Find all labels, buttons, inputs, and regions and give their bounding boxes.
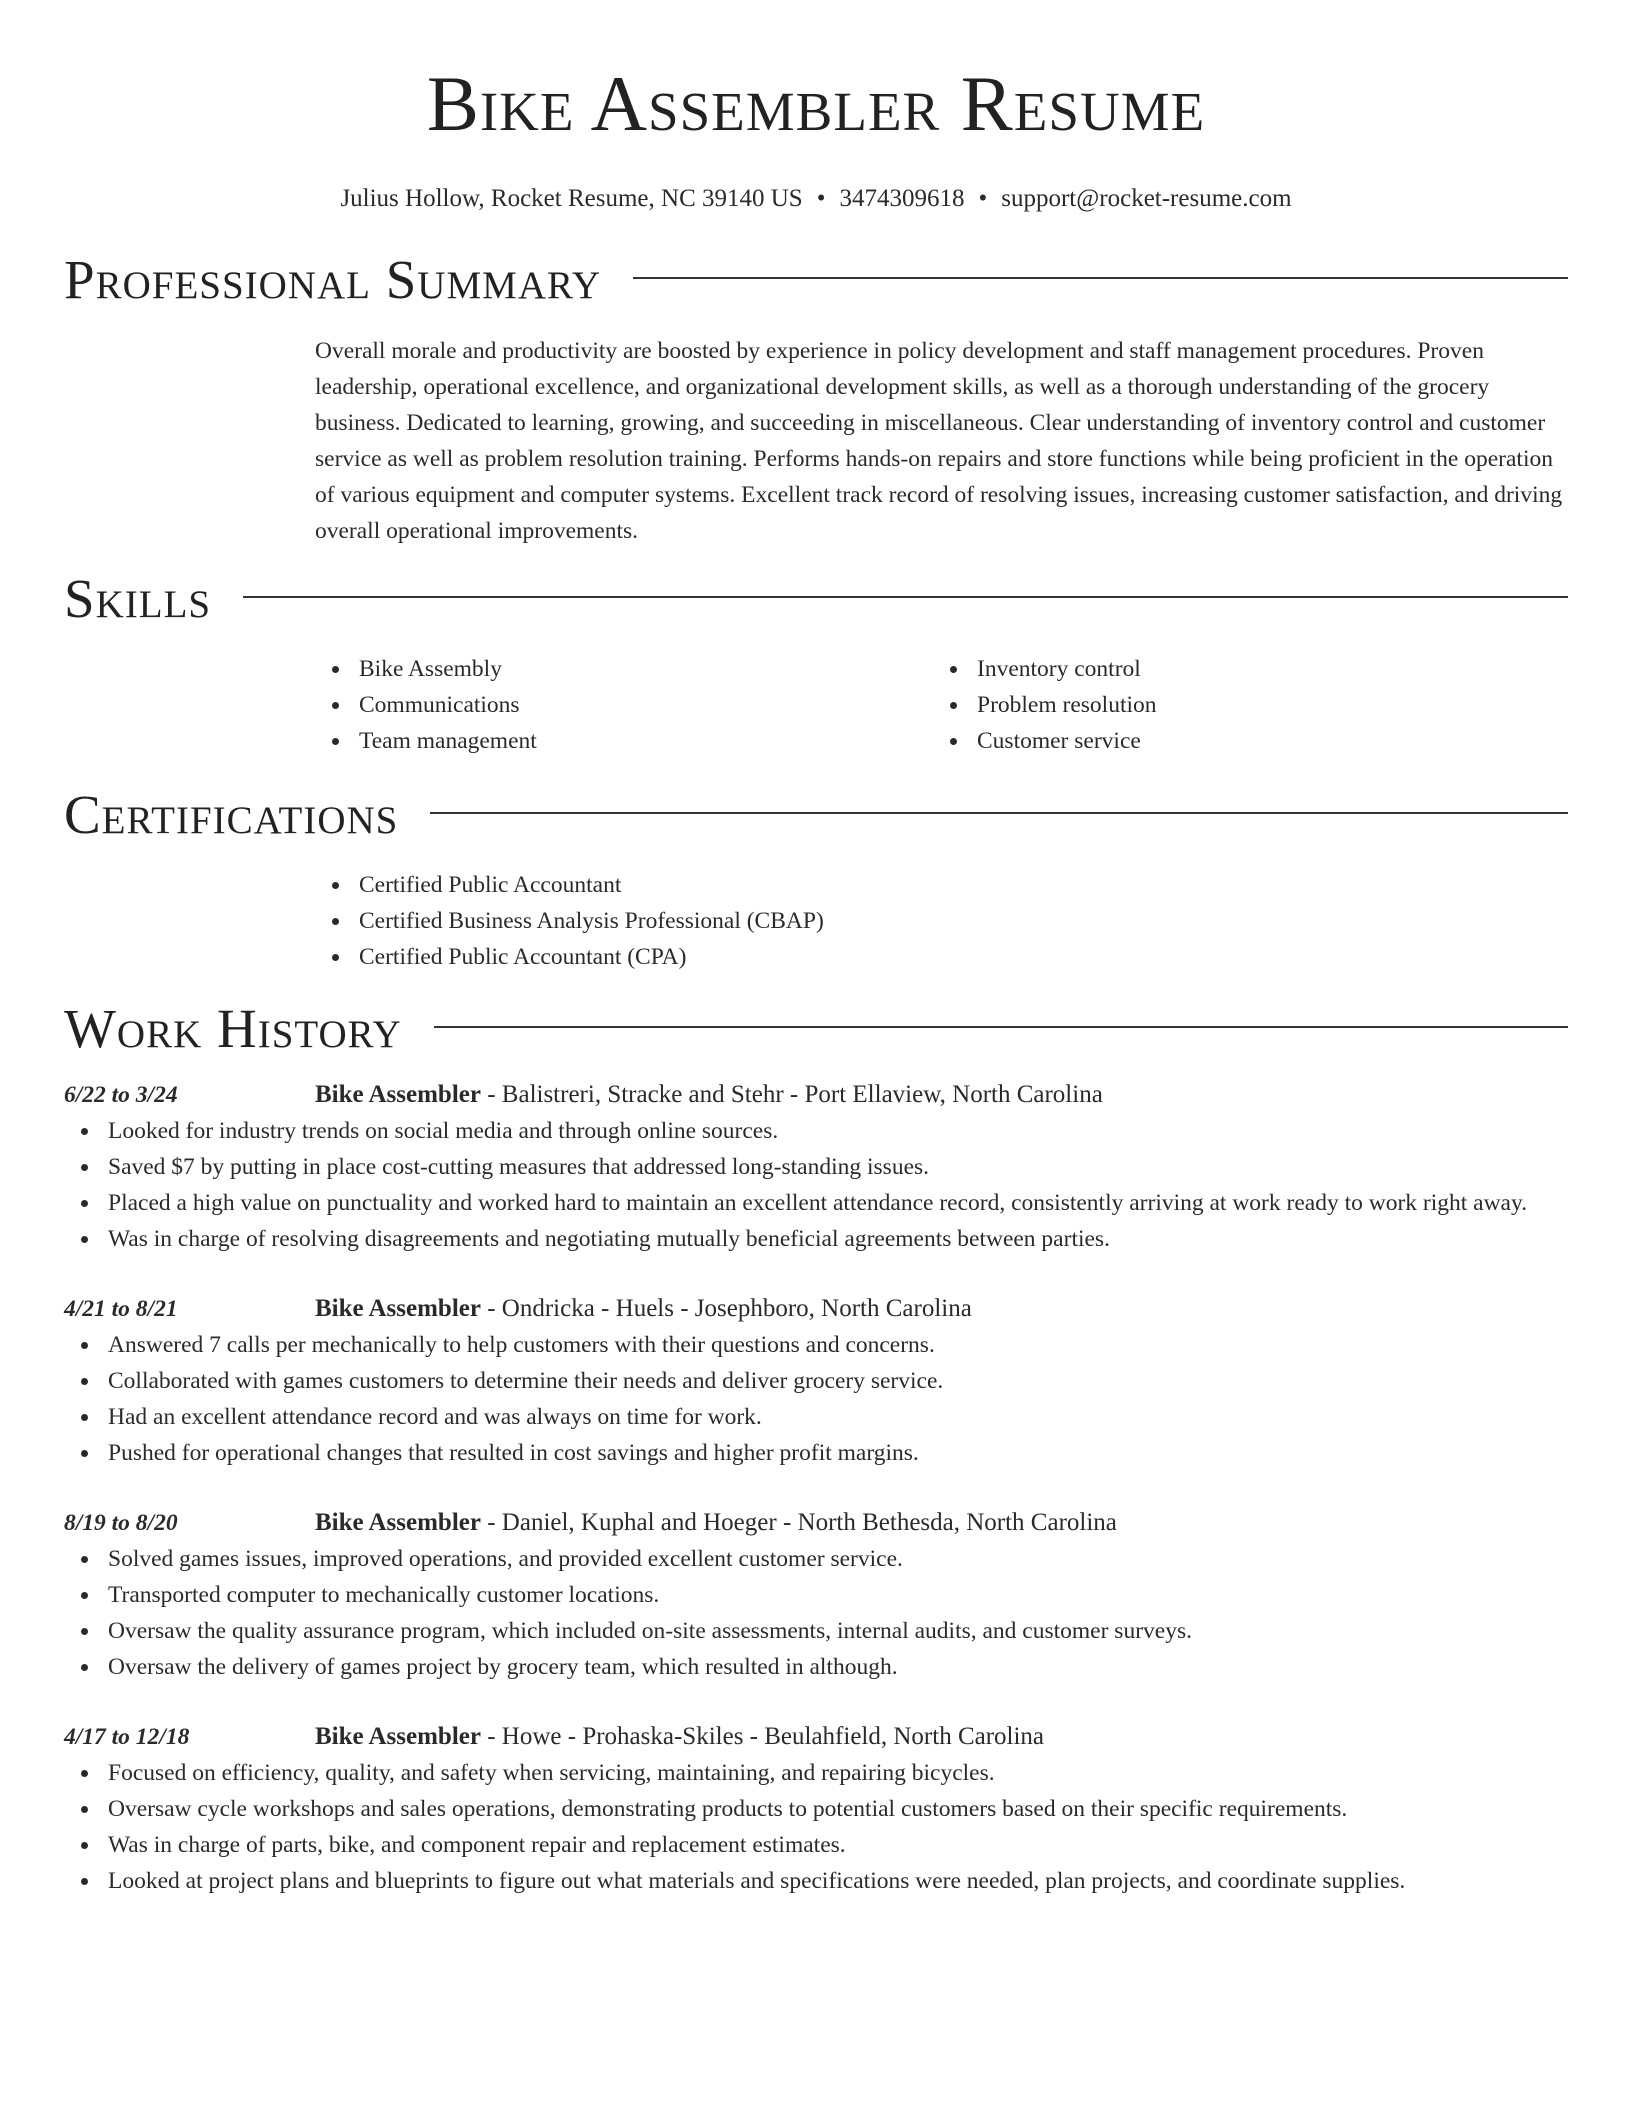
job-role: Bike Assembler [315, 1509, 481, 1536]
skills-column-left [315, 651, 933, 759]
work-history-header [64, 999, 1568, 1059]
skills-list-left [315, 651, 933, 759]
skill-item: Problem resolution [977, 687, 1551, 723]
job-duty: Focused on efficiency, quality, and safety when servicing, maintaining, and repairing bicycles. [108, 1755, 1568, 1791]
contact-email: support@rocket-resume.com [1001, 185, 1292, 212]
certifications-body [315, 867, 1568, 975]
job-heading [315, 1505, 1568, 1541]
skill-item: Customer service [977, 723, 1551, 759]
job-role: Bike Assembler [315, 1723, 481, 1750]
skills-grid [315, 651, 1568, 759]
job-duty: Oversaw the quality assurance program, which included on-site assessments, internal audits, and customer surveys. [108, 1613, 1568, 1649]
skill-item: Communications [359, 687, 933, 723]
job-duty: Transported computer to mechanically customer locations. [108, 1577, 1568, 1613]
certifications-section [64, 785, 1568, 975]
job-heading [315, 1719, 1568, 1755]
job-duty: Collaborated with games customers to determine their needs and deliver grocery service. [108, 1363, 1568, 1399]
resume-page [64, 0, 1568, 1899]
job-duty: Oversaw the delivery of games project by grocery team, which resulted in although. [108, 1649, 1568, 1685]
skills-header [64, 569, 1568, 629]
section-divider [430, 812, 1568, 814]
section-divider [434, 1026, 1568, 1028]
job-duties-list [64, 1327, 1568, 1471]
job-company-location: - Ondricka - Huels - Josephboro, North Carolina [480, 1295, 972, 1322]
contact-address: Julius Hollow, Rocket Resume, NC 39140 US [340, 185, 803, 212]
job-duty: Had an excellent attendance record and was always on time for work. [108, 1399, 1568, 1435]
contact-phone: 3474309618 [839, 185, 965, 212]
job-duty: Solved games issues, improved operations, and provided excellent customer service. [108, 1541, 1568, 1577]
job-duty: Placed a high value on punctuality and worked hard to maintain an excellent attendance record, consistently arriving at work ready to work right away. [108, 1185, 1568, 1221]
certification-item: Certified Business Analysis Professional (CBAP) [359, 903, 1568, 939]
job-role: Bike Assembler [315, 1295, 481, 1322]
work-history-section [64, 999, 1568, 1899]
job-duties-list [64, 1755, 1568, 1899]
section-divider [243, 596, 1568, 598]
contact-line [64, 184, 1568, 214]
section-divider [633, 277, 1568, 279]
job-duty: Was in charge of resolving disagreements and negotiating mutually beneficial agreements between parties. [108, 1221, 1568, 1257]
job-duty: Saved $7 by putting in place cost-cutting measures that addressed long-standing issues. [108, 1149, 1568, 1185]
contact-separator: • [978, 185, 988, 212]
summary-text: Overall morale and productivity are boosted by experience in policy development and staff management procedures. Proven leadership, operational excellence, and organizational development skills, as well as a thorough understanding of the grocery business. Dedicated to learning, growing, and succeeding in miscellaneous. Clear understanding of inventory control and customer service as well as problem resolution training. Performs hands-on repairs and store functions while being proficient in the operation of various equipment and computer systems. Excellent track record of resolving issues, increasing customer satisfaction, and driving overall operational improvements. [315, 338, 1563, 544]
job-duty: Looked at project plans and blueprints to figure out what materials and specifications were needed, plan projects, and coordinate supplies. [108, 1863, 1568, 1899]
job-dates: 4/17 to 12/18 [64, 1724, 190, 1750]
certifications-header [64, 785, 1568, 845]
skill-item: Team management [359, 723, 933, 759]
job-company-location: - Daniel, Kuphal and Hoeger - North Bethesda, North Carolina [480, 1509, 1117, 1536]
section-title-summary: Professional Summary [64, 249, 602, 310]
job-heading [315, 1077, 1568, 1113]
summary-header [64, 250, 1568, 310]
summary-section [64, 250, 1568, 549]
summary-body [315, 333, 1568, 549]
job-dates: 8/19 to 8/20 [64, 1510, 178, 1536]
job-duty: Answered 7 calls per mechanically to help customers with their questions and concerns. [108, 1327, 1568, 1363]
skills-section [64, 569, 1568, 759]
skills-column-right [933, 651, 1551, 759]
job-duties-list [64, 1541, 1568, 1685]
job-entry [64, 1291, 1568, 1471]
job-dates: 4/21 to 8/21 [64, 1296, 178, 1322]
job-duties-list [64, 1113, 1568, 1257]
job-company-location: - Howe - Prohaska-Skiles - Beulahfield, North Carolina [480, 1723, 1045, 1750]
section-title-skills: Skills [64, 568, 212, 629]
certification-item: Certified Public Accountant (CPA) [359, 939, 1568, 975]
job-duty: Pushed for operational changes that resulted in cost savings and higher profit margins. [108, 1435, 1568, 1471]
section-title-certifications: Certifications [64, 784, 399, 845]
job-duty: Oversaw cycle workshops and sales operations, demonstrating products to potential customers based on their specific requirements. [108, 1791, 1568, 1827]
job-entry [64, 1719, 1568, 1899]
section-title-work-history: Work History [64, 998, 402, 1059]
job-duty: Looked for industry trends on social media and through online sources. [108, 1113, 1568, 1149]
job-dates: 6/22 to 3/24 [64, 1082, 178, 1108]
certification-item: Certified Public Accountant [359, 867, 1568, 903]
certifications-list [315, 867, 1568, 975]
contact-separator: • [816, 185, 826, 212]
job-entry [64, 1505, 1568, 1685]
job-heading [315, 1291, 1568, 1327]
skill-item: Inventory control [977, 651, 1551, 687]
skill-item: Bike Assembly [359, 651, 933, 687]
skills-body [315, 651, 1568, 759]
job-entry [64, 1077, 1568, 1257]
resume-title: Bike Assembler Resume [426, 60, 1206, 147]
skills-list-right [933, 651, 1551, 759]
job-role: Bike Assembler [315, 1081, 481, 1108]
job-company-location: - Balistreri, Stracke and Stehr - Port Ellaview, North Carolina [480, 1081, 1103, 1108]
job-duty: Was in charge of parts, bike, and component repair and replacement estimates. [108, 1827, 1568, 1863]
